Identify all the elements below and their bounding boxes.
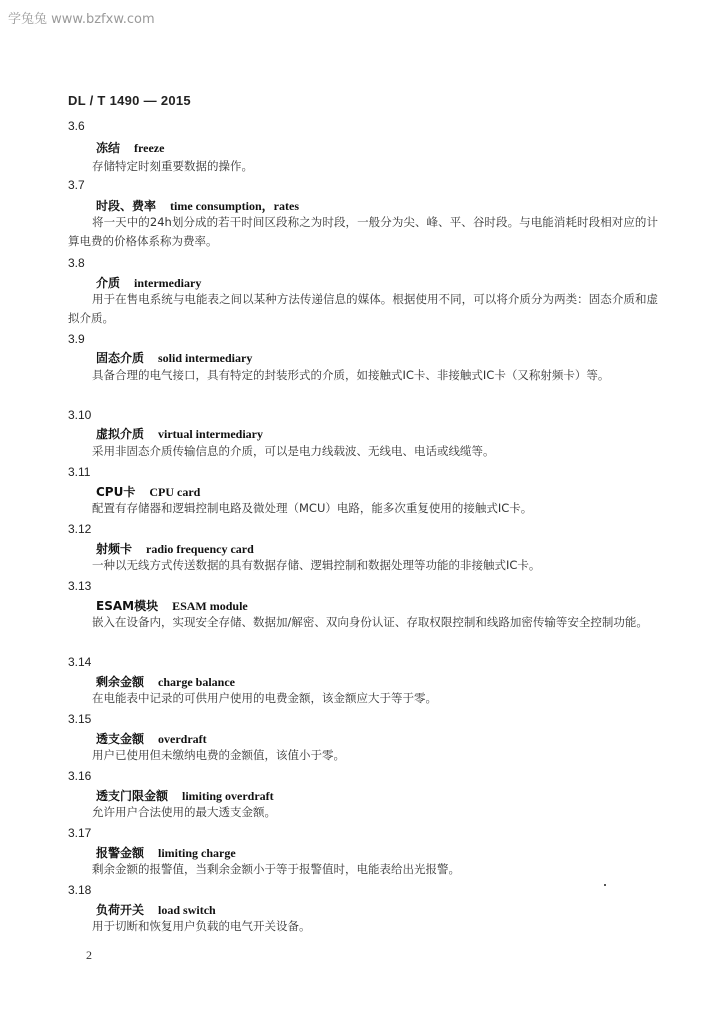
term-definition: 采用非固态介质传输信息的介质，可以是电力线载波、无线电、电话或线缆等。 [92, 444, 495, 458]
term-title [96, 274, 201, 291]
term-title [96, 901, 216, 918]
term-definition: 用户已使用但未缴纳电费的金额值，该值小于零。 [92, 748, 345, 762]
term-en: virtual intermediary [158, 427, 263, 441]
term-zh: 透支金额 [96, 732, 145, 746]
term-number: 3.15 [68, 712, 92, 726]
term-definition: 在电能表中记录的可供用户使用的电费金额，该金额应大于等于零。 [92, 691, 437, 705]
term-number: 3.16 [68, 769, 92, 783]
term-number: 3.12 [68, 522, 92, 536]
term-en: ESAM module [172, 599, 248, 613]
term-number: 3.10 [68, 408, 92, 422]
watermark: 学兔兔 www.bzfxw.com [8, 12, 155, 27]
term-en: overdraft [158, 732, 207, 746]
term-number: 3.11 [68, 465, 91, 479]
term-definition: 用于切断和恢复用户负载的电气开关设备。 [92, 919, 311, 933]
term-definition: 用于在售电系统与电能表之间以某种方法传递信息的媒体。根据使用不同，可以将介质分为两类：固态介质和虚拟介质。 [68, 292, 658, 325]
term-number: 3.6 [68, 119, 85, 133]
term-zh: 射频卡 [96, 542, 133, 556]
term-definition: 允许用户合法使用的最大透支金额。 [92, 805, 276, 819]
term-number: 3.7 [68, 178, 85, 192]
term-zh: 剩余金额 [96, 675, 145, 689]
page-number: 2 [86, 948, 92, 962]
term-title [96, 787, 274, 804]
term-definition: 嵌入在设备内，实现安全存储、数据加/解密、双向身份认证、存取权限控制和线路加密传输等安全控制功能。 [92, 615, 648, 629]
term-title [96, 597, 248, 614]
term-zh: 负荷开关 [96, 903, 145, 917]
term-title [96, 349, 252, 366]
term-definition: 将一天中的24h划分成的若干时间区段称之为时段，一般分为尖、峰、平、谷时段。与电能消耗时段相对应的计算电费的价格体系称为费率。 [68, 215, 658, 248]
term-title [96, 483, 200, 500]
scan-speck [604, 884, 606, 886]
standard-number-header: DL / T 1490 — 2015 [68, 93, 191, 108]
term-number: 3.13 [68, 579, 92, 593]
term-definition: 具备合理的电气接口，具有特定的封装形式的介质，如接触式IC卡、非接触式IC卡（又称射频卡）等。 [92, 368, 610, 382]
term-zh: CPU卡 [96, 485, 136, 499]
term-title [96, 730, 207, 747]
term-zh: 介质 [96, 276, 121, 290]
term-zh: ESAM模块 [96, 599, 159, 613]
term-zh: 冻结 [96, 141, 121, 155]
term-definition: 一种以无线方式传送数据的具有数据存储、逻辑控制和数据处理等功能的非接触式IC卡。 [92, 558, 541, 572]
term-title [96, 844, 236, 861]
term-en: solid intermediary [158, 351, 253, 365]
term-en: charge balance [158, 675, 236, 689]
term-zh: 虚拟介质 [96, 427, 145, 441]
term-title [96, 197, 299, 214]
term-zh: 报警金额 [96, 846, 145, 860]
term-number: 3.17 [68, 826, 92, 840]
term-definition: 存储特定时刻重要数据的操作。 [92, 159, 253, 173]
term-definition: 剩余金额的报警值，当剩余金额小于等于报警值时，电能表给出光报警。 [92, 862, 460, 876]
term-en: radio frequency card [146, 542, 254, 556]
term-title [96, 425, 263, 442]
term-title [96, 139, 164, 156]
term-number: 3.14 [68, 655, 92, 669]
term-number: 3.8 [68, 256, 85, 270]
term-en: intermediary [134, 276, 202, 290]
term-zh: 时段、费率 [96, 199, 157, 213]
term-zh: 透支门限金额 [96, 789, 169, 803]
term-en: freeze [134, 141, 165, 155]
term-en: load switch [158, 903, 216, 917]
term-number: 3.18 [68, 883, 92, 897]
term-title [96, 673, 235, 690]
term-definition: 配置有存储器和逻辑控制电路及微处理（MCU）电路，能多次重复使用的接触式IC卡。 [92, 501, 533, 515]
term-number: 3.9 [68, 332, 85, 346]
term-en: CPU card [149, 485, 201, 499]
term-en: limiting charge [158, 846, 236, 860]
term-zh: 固态介质 [96, 351, 145, 365]
term-en: limiting overdraft [182, 789, 274, 803]
term-title [96, 540, 254, 557]
term-en: time consumption，rates [170, 199, 300, 213]
